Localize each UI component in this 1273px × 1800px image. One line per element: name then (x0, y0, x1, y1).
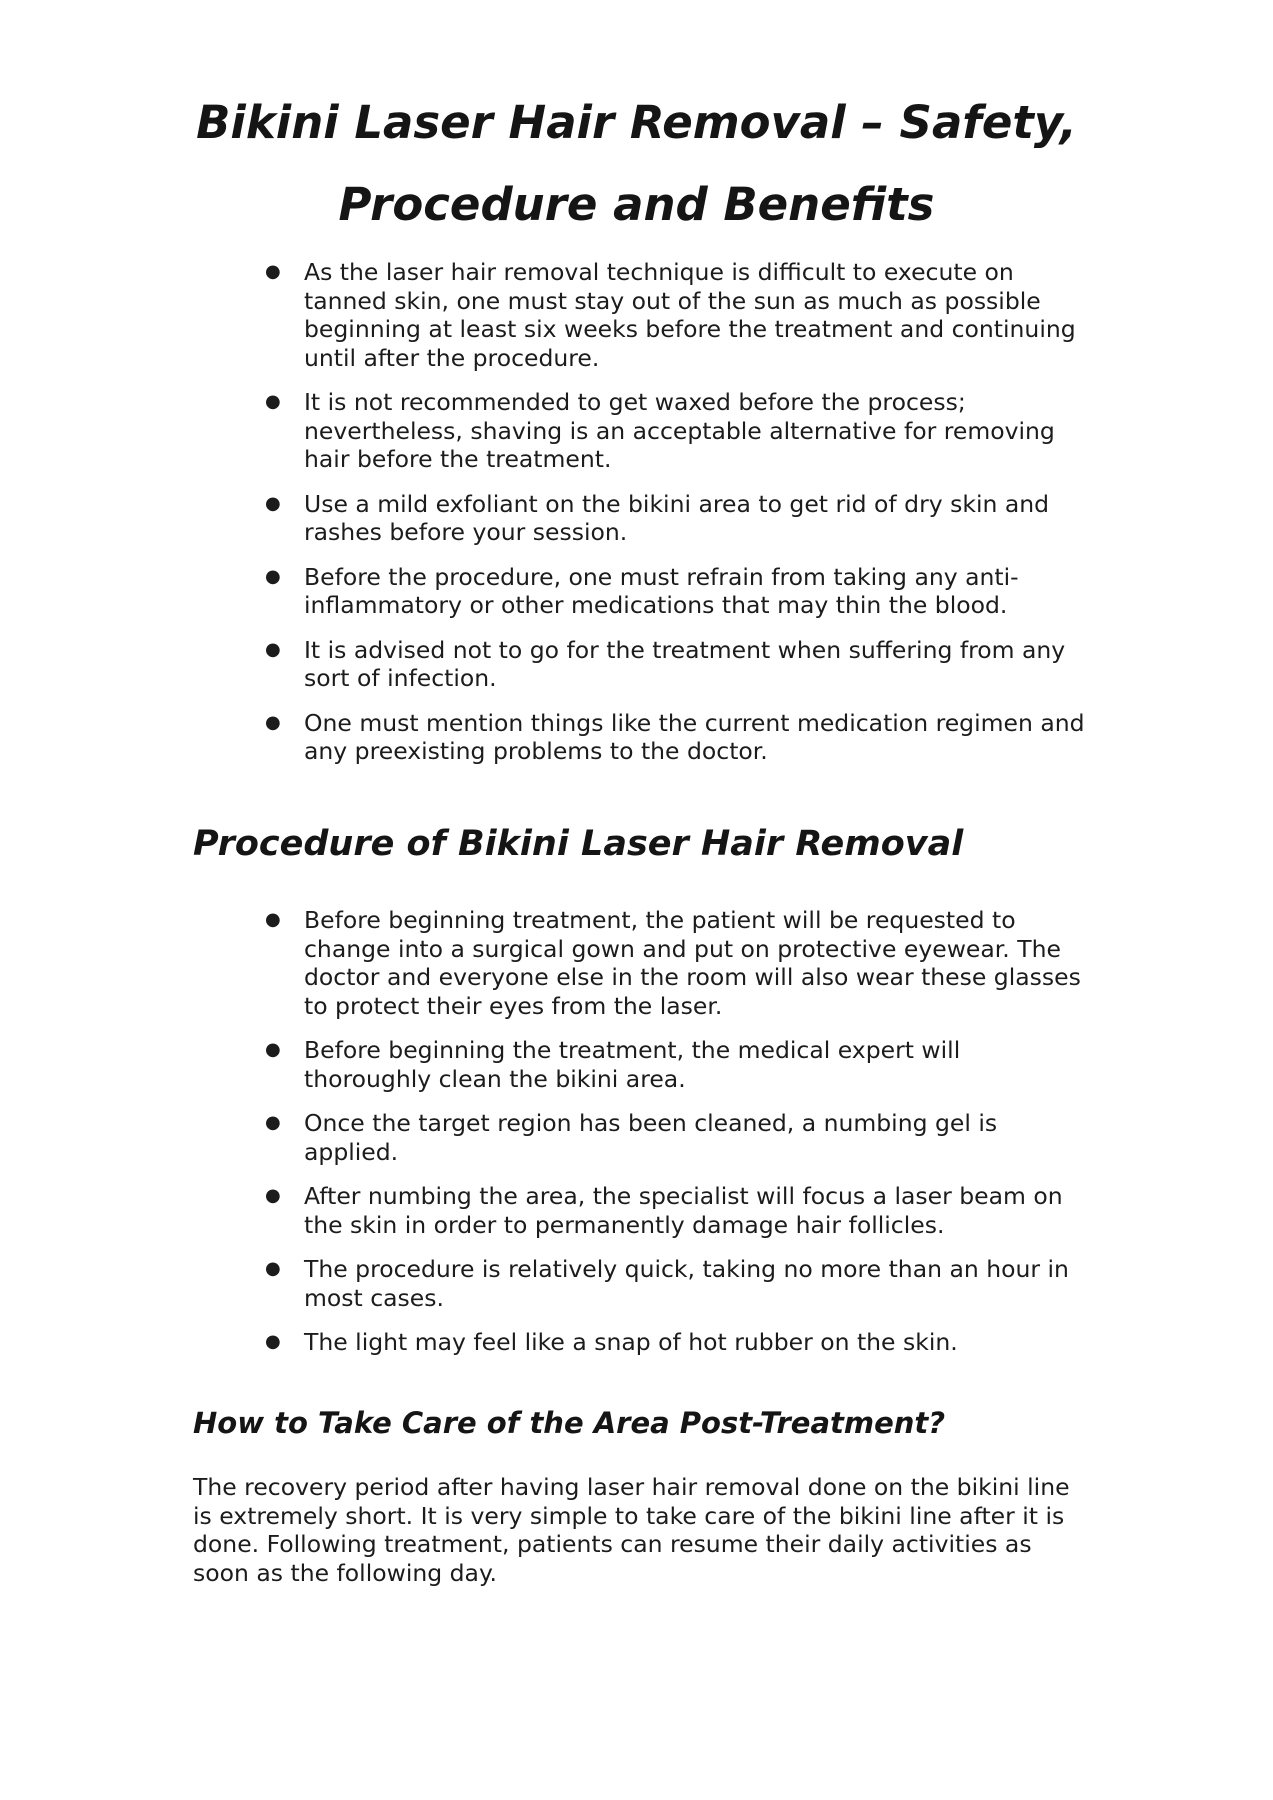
list-item-text: Before the procedure, one must refrain from taking any anti-inflammatory or other medications that may thin the blood. (304, 562, 1019, 619)
list-item (193, 490, 1093, 547)
page-title: Bikini Laser Hair Removal – Safety, Procedure and Benefits (196, 96, 1077, 231)
bullet-icon: ● (265, 1258, 281, 1279)
bullet-icon: ● (265, 1185, 281, 1206)
list-item-text: Before beginning treatment, the patient will be requested to change into a surgical gown and put on protective eyewear. The doctor and everyone else in the room will also wear these glasses to protect their eyes from the laser. (304, 906, 1081, 1020)
list-item-text: As the laser hair removal technique is difficult to execute on tanned skin, one must stay out of the sun as much as possible beginning at least six weeks before the treatment and continuing until after the procedure. (304, 258, 1076, 372)
bullet-icon: ● (265, 711, 281, 733)
bullet-icon: ● (265, 1331, 281, 1352)
list-item-text: One must mention things like the current medication regimen and any preexisting problems to the doctor. (304, 708, 1085, 765)
bullet-icon: ● (265, 1039, 281, 1060)
list-item (193, 1255, 1093, 1312)
list-item (193, 1328, 1093, 1357)
bullet-icon: ● (265, 1112, 281, 1133)
list-item-text: It is advised not to go for the treatment when suffering from any sort of infection. (304, 635, 1066, 692)
list-item-text: The procedure is relatively quick, taking no more than an hour in most cases. (304, 1255, 1069, 1312)
list-item-text: Use a mild exfoliant on the bikini area to get rid of dry skin and rashes before your session. (304, 489, 1050, 546)
list-item (193, 906, 1093, 1020)
list-item (193, 709, 1093, 766)
list-item (193, 1109, 1093, 1166)
list-item-text: The light may feel like a snap of hot rubber on the skin. (304, 1328, 958, 1356)
procedure-list (193, 906, 1093, 1373)
bullet-icon: ● (265, 565, 281, 587)
bullet-icon: ● (265, 492, 281, 514)
aftercare-paragraph: The recovery period after having laser hair removal done on the bikini line is extremely short. It is very simple to take care of the bikini line after it is done. Following treatment, patients can resume their daily activities as soon as the following day. (193, 1473, 1070, 1587)
list-item (193, 258, 1093, 372)
list-item-text: After numbing the area, the specialist will focus a laser beam on the skin in order to permanently damage hair follicles. (304, 1182, 1063, 1239)
list-item (193, 388, 1093, 474)
list-item (193, 1036, 1093, 1093)
preparation-list (193, 258, 1093, 782)
list-item-text: Before beginning the treatment, the medical expert will thoroughly clean the bikini area. (304, 1036, 961, 1093)
list-item (193, 563, 1093, 620)
list-item (193, 636, 1093, 693)
list-item-text: It is not recommended to get waxed before the process; nevertheless, shaving is an acceptable alternative for removing hair before the treatment. (304, 388, 1055, 473)
bullet-icon: ● (265, 638, 281, 660)
list-item-text: Once the target region has been cleaned, a numbing gel is applied. (304, 1109, 998, 1166)
procedure-heading: Procedure of Bikini Laser Hair Removal (193, 824, 964, 864)
list-item (193, 1182, 1093, 1239)
bullet-icon: ● (265, 391, 281, 412)
aftercare-heading: How to Take Care of the Area Post-Treatment? (193, 1406, 946, 1440)
bullet-icon: ● (265, 261, 281, 282)
bullet-icon: ● (265, 909, 281, 930)
